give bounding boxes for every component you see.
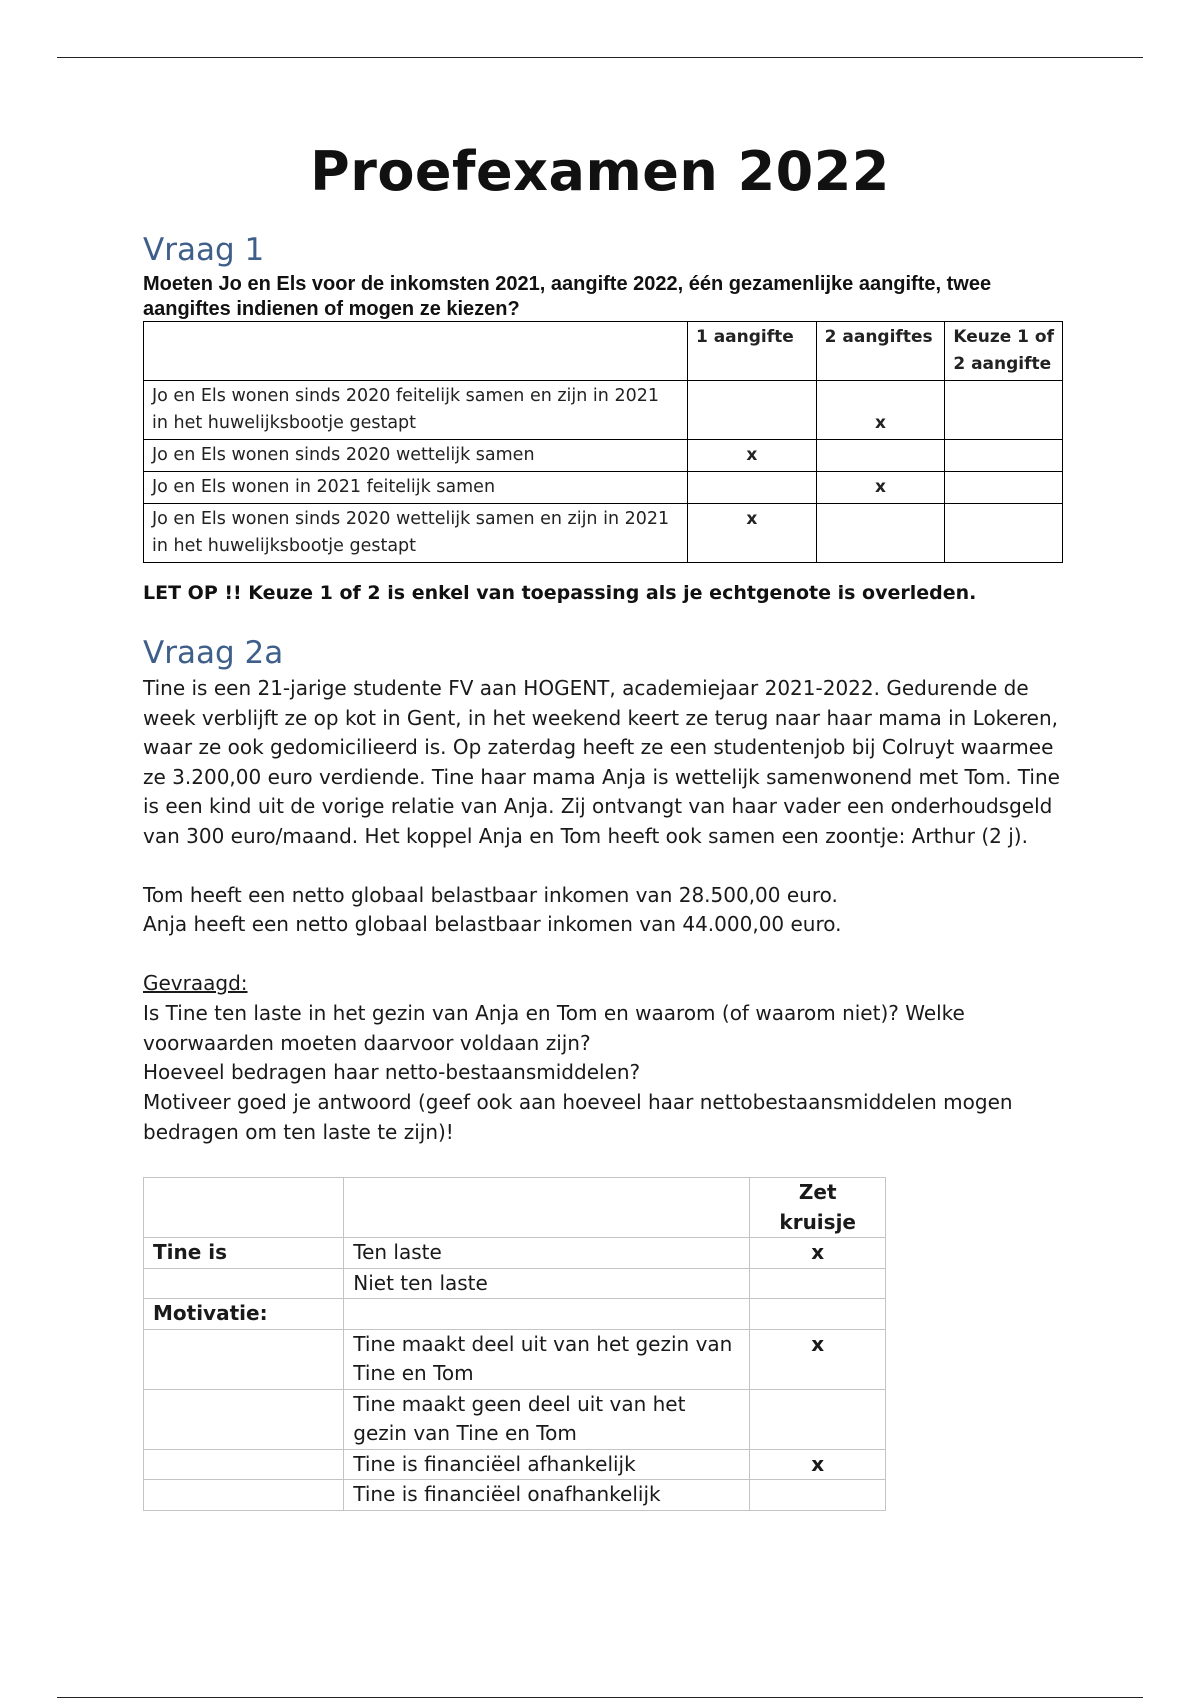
- table-row: [144, 440, 1063, 472]
- table-aangifte: [143, 321, 1063, 563]
- row-mark: [750, 1268, 886, 1299]
- income-tom: Tom heeft een netto globaal belastbaar inkomen van 28.500,00 euro.: [143, 883, 838, 907]
- table-header-row: [144, 322, 1063, 381]
- table-row: [144, 1238, 886, 1269]
- heading-vraag-2a: Vraag 2a: [143, 635, 284, 671]
- case-paragraph: Tine is een 21-jarige studente FV aan HOGENT, academiejaar 2021-2022. Gedurende de week verblijft ze op kot in Gent, in het weekend keert ze terug naar haar mama in Lokeren, waar ze ook gedomicilieerd is. Op zaterdag heeft ze een studentenjob bij Colruyt waarmee ze 3.200,00 euro verdiende. Tine haar mama Anja is wettelijk samenwonend met Tom. Tine is een kind uit de vorige relatie van Anja. Zij ontvangt van haar vader een onderhoudsgeld van 300 euro/maand. Het koppel Anja en Tom heeft ook samen een zoontje: Arthur (2 j).: [143, 676, 1060, 848]
- row-description: Jo en Els wonen in 2021 feitelijk samen: [144, 472, 688, 504]
- row-description: Jo en Els wonen sinds 2020 wettelijk samen en zijn in 2021 in het huwelijksbootje gestapt: [144, 504, 688, 563]
- table-row: [144, 381, 1063, 440]
- mark-2-aangiftes: x: [816, 472, 945, 504]
- row-mark: [750, 1299, 886, 1330]
- row-label: Motivatie:: [144, 1299, 344, 1330]
- mark-1-aangifte: x: [687, 504, 816, 563]
- mark-1-aangifte: x: [687, 440, 816, 472]
- row-option: Tine is financiëel afhankelijk: [344, 1449, 750, 1480]
- mark-keuze: [945, 472, 1063, 504]
- table-row: [144, 504, 1063, 563]
- mark-2-aangiftes: x: [816, 381, 945, 440]
- table-row: [144, 1329, 886, 1389]
- footer-rule: [57, 1697, 1143, 1698]
- row-option: [344, 1299, 750, 1330]
- row-label: Tine is: [144, 1238, 344, 1269]
- table-ten-laste: [143, 1177, 886, 1511]
- table-row: [144, 472, 1063, 504]
- mark-keuze: [945, 504, 1063, 563]
- row-option: Niet ten laste: [344, 1268, 750, 1299]
- header-cell-empty: [144, 1178, 344, 1238]
- mark-1-aangifte: [687, 472, 816, 504]
- column-header-zet-kruisje: Zet kruisje: [750, 1178, 886, 1238]
- column-header-keuze: Keuze 1 of 2 aangifte: [945, 322, 1063, 381]
- column-header-empty: [144, 322, 688, 381]
- table-header-row: [144, 1178, 886, 1238]
- row-option: Tine maakt deel uit van het gezin van Tine en Tom: [344, 1329, 750, 1389]
- income-anja: Anja heeft een netto globaal belastbaar inkomen van 44.000,00 euro.: [143, 912, 842, 936]
- row-description: Jo en Els wonen sinds 2020 feitelijk samen en zijn in 2021 in het huwelijksbootje gestapt: [144, 381, 688, 440]
- row-option: Tine is financiëel onafhankelijk: [344, 1480, 750, 1511]
- row-label: [144, 1389, 344, 1449]
- gevraagd-question-2: Hoeveel bedragen haar netto-bestaansmiddelen?: [143, 1060, 641, 1084]
- row-option: Ten laste: [344, 1238, 750, 1269]
- gevraagd-label: Gevraagd:: [143, 971, 248, 995]
- column-header-2-aangiftes: 2 aangiftes: [816, 322, 945, 381]
- table-row: [144, 1268, 886, 1299]
- header-rule: [57, 57, 1143, 58]
- mark-keuze: [945, 440, 1063, 472]
- table-row: [144, 1449, 886, 1480]
- row-mark: x: [750, 1449, 886, 1480]
- mark-2-aangiftes: [816, 504, 945, 563]
- row-description: Jo en Els wonen sinds 2020 wettelijk samen: [144, 440, 688, 472]
- table-row: [144, 1299, 886, 1330]
- table-row: [144, 1480, 886, 1511]
- heading-vraag-1: Vraag 1: [143, 232, 265, 268]
- mark-2-aangiftes: [816, 440, 945, 472]
- row-mark: [750, 1389, 886, 1449]
- row-mark: [750, 1480, 886, 1511]
- column-header-1-aangifte: 1 aangifte: [687, 322, 816, 381]
- row-label: [144, 1268, 344, 1299]
- table-row: [144, 1389, 886, 1449]
- row-label: [144, 1449, 344, 1480]
- row-label: [144, 1480, 344, 1511]
- question-vraag-1: Moeten Jo en Els voor de inkomsten 2021, aangifte 2022, één gezamenlijke aangifte, twee aangiftes indienen of mogen ze kiezen?: [143, 273, 992, 320]
- row-mark: x: [750, 1238, 886, 1269]
- mark-keuze: [945, 381, 1063, 440]
- row-label: [144, 1329, 344, 1389]
- gevraagd-question-3: Motiveer goed je antwoord (geef ook aan hoeveel haar nettobestaansmiddelen mogen bedragen om ten laste te zijn)!: [143, 1090, 1013, 1144]
- gevraagd-question-1: Is Tine ten laste in het gezin van Anja en Tom en waarom (of waarom niet)? Welke voorwaarden moeten daarvoor voldaan zijn?: [143, 1001, 965, 1055]
- mark-1-aangifte: [687, 381, 816, 440]
- page-title: Proefexamen 2022: [310, 140, 890, 203]
- row-option: Tine maakt geen deel uit van het gezin van Tine en Tom: [344, 1389, 750, 1449]
- header-cell-empty: [344, 1178, 750, 1238]
- row-mark: x: [750, 1329, 886, 1389]
- note-let-op: LET OP !! Keuze 1 of 2 is enkel van toepassing als je echtgenote is overleden.: [143, 582, 977, 604]
